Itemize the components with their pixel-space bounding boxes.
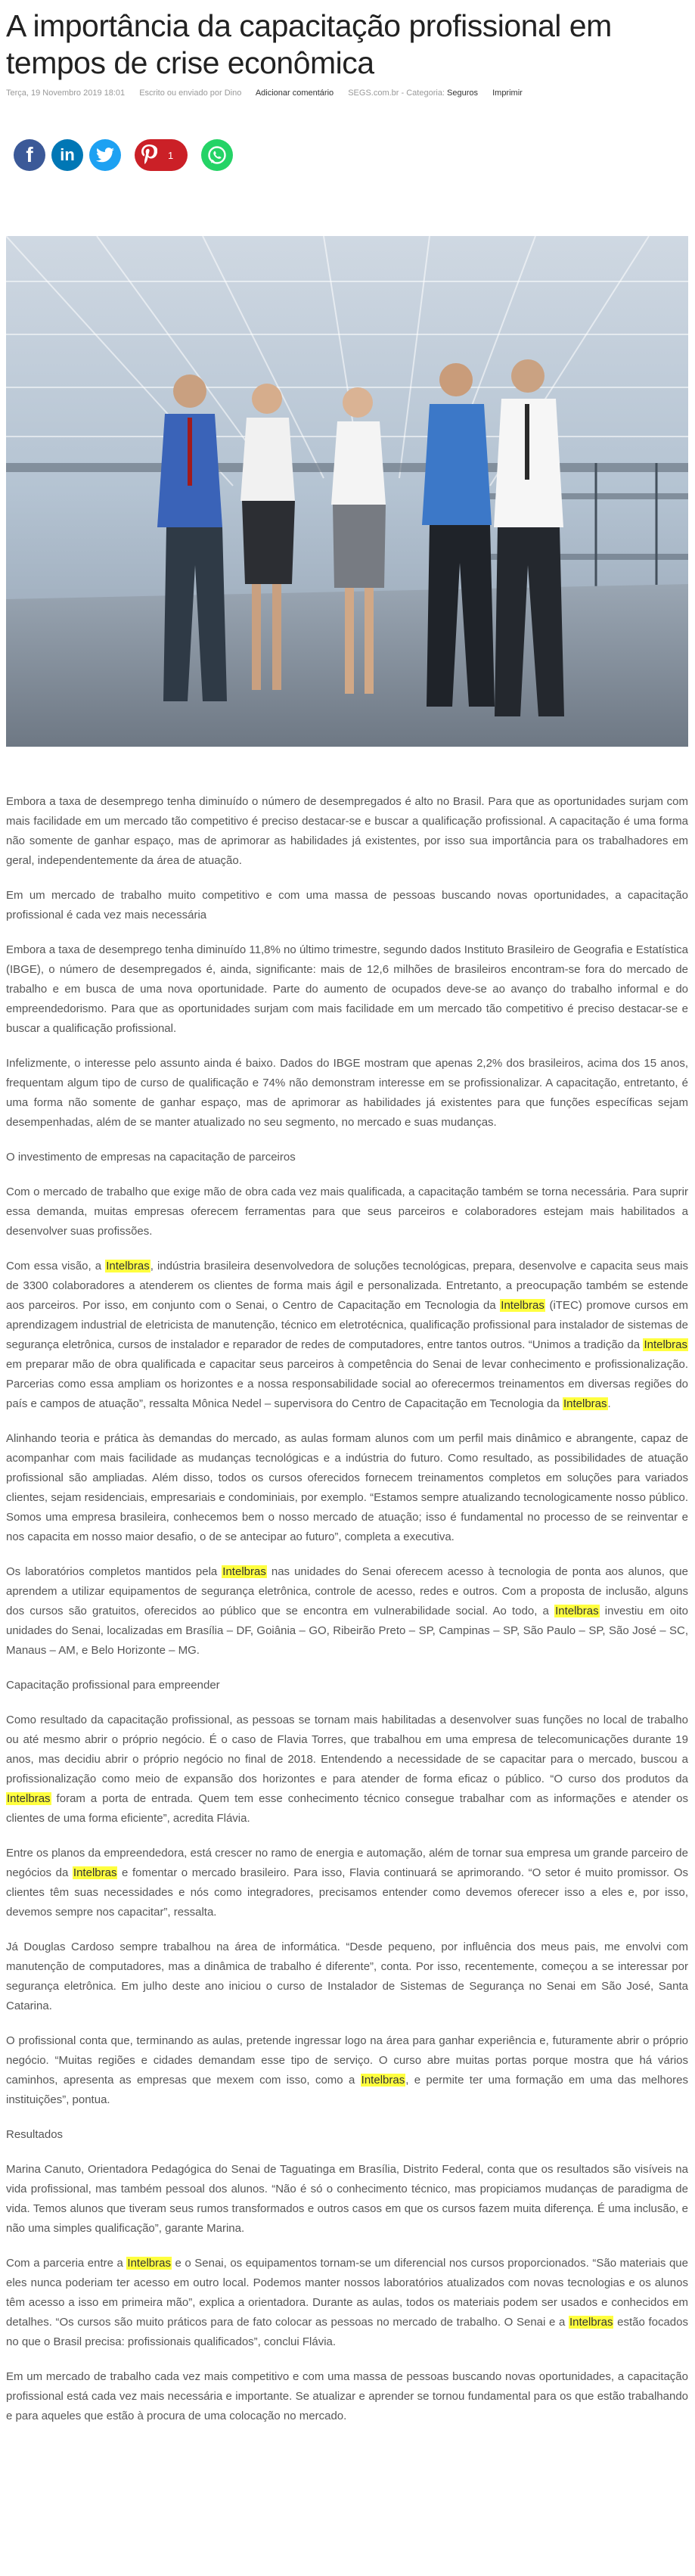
business-people-photo [6, 236, 688, 747]
author: Escrito ou enviado por Dino [139, 89, 242, 98]
share-bar [6, 139, 694, 177]
highlighted-keyword: Intelbras [563, 1397, 607, 1410]
paragraph: Com essa visão, a Intelbras, indústria brasileira desenvolvedora de soluções tecnológicas, prepara, desenvolve e capacita seus mais de 3300 colaboradores a atenderem os clientes de forma mais ágil e personalizada. Entretanto, a preocupação também se estende aos parceiros. Por isso, em conjunto com o Senai, o Centro de Capacitação em Tecnologia da Intelbras (iTEC) promove cursos em aprendizagem industrial de eletricista de manutenção, técnico em eletrotécnica, qualificação profissional para instalador de sistemas de segurança eletrônica, cursos de instalador e reparador de redes de computadores, entre tantos outros. “Unimos a tradição da Intelbras em preparar mão de obra qualificada e capacitar seus parceiros à competência do Senai de levar conhecimento e profissionalização. Parcerias como essa ampliam os horizontes e a nossa responsabilidade social ao oferecermos treinamentos em diversas regiões do país e campos de atuação”, ressalta Mônica Nedel – supervisora do Centro de Capacitação em Tecnologia da Intelbras. [6, 1260, 688, 1410]
whatsapp-share-button[interactable] [201, 139, 233, 171]
highlighted-keyword: Intelbras [569, 2316, 613, 2329]
linkedin-icon: in [60, 145, 75, 164]
whatsapp-icon [206, 144, 228, 166]
highlighted-keyword: Intelbras [73, 1866, 117, 1879]
highlighted-keyword: Intelbras [501, 1299, 545, 1312]
facebook-icon: f [26, 143, 33, 166]
article-body [6, 792, 688, 2426]
print-link[interactable]: Imprimir [492, 89, 523, 98]
highlighted-keyword: Intelbras [106, 1260, 150, 1272]
paragraph: Entre os planos da empreendedora, está crescer no ramo de energia e automação, além de tornar sua empresa um grande parceiro de negócios da Intelbras e fomentar o mercado brasileiro. Para isso, Flavia continuará se aprimorando. “O setor é muito promissor. Os clientes têm suas necessidades e nós como integradores, precisamos entender como devemos oferecer isso a eles e, por isso, devemos sempre nos capacitar”, ressalta. [6, 1847, 688, 1919]
section-heading: Capacitação profissional para empreender [6, 1679, 220, 1692]
pinterest-count: 1 [168, 149, 174, 161]
article-meta [6, 86, 694, 100]
twitter-share-button[interactable] [89, 139, 121, 171]
paragraph: Alinhando teoria e prática às demandas do mercado, as aulas formam alunos com um perfil mais dinâmico e abrangente, capaz de acompanhar com mais facilidade as mudanças tecnológicas e a indústria do futuro. Como resultado, as possibilidades de atuação profissional são ampliadas. Além disso, todos os cursos oferecidos fornecem treinamentos completos em soluções para variados clientes, sejam residenciais, empresariais e condominiais, por exemplo. “Estamos sempre atualizando tecnologicamente nosso público. Somos uma empresa brasileira, conhecemos bem o nosso mercado de atuação; isso é fundamental no processo de se reinventar e nos capacita em nosso maior desafio, o de se antecipar ao futuro”, completa a executiva. [6, 1432, 688, 1543]
highlighted-keyword: Intelbras [555, 1605, 599, 1617]
paragraph: Em um mercado de trabalho muito competitivo e com uma massa de pessoas buscando novas oportunidades, a capacitação profissional é cada vez mais necessária [6, 889, 688, 921]
paragraph: Embora a taxa de desemprego tenha diminuído 11,8% no último trimestre, segundo dados Instituto Brasileiro de Geografia e Estatística (IBGE), o número de desempregados é, ainda, significante: mais de 12,6 milhões de brasileiros encontram-se fora do mercado de trabalho e em busca de uma nova oportunidade. Parte do aumento de ocupados deve-se ao avanço do trabalho informal e do empreendedorismo. Para que as oportunidades surjam com mais facilidade em um mercado tão competitivo é preciso destacar-se e buscar a qualificação profissional. [6, 943, 688, 1035]
facebook-share-button[interactable] [14, 139, 45, 171]
section-heading: O investimento de empresas na capacitação de parceiros [6, 1151, 296, 1164]
paragraph: Embora a taxa de desemprego tenha diminuído o número de desempregados é alto no Brasil. Para que as oportunidades surjam com mais facilidade em um mercado tão competitivo é preciso destacar-se e buscar a qualificação profissional. A capacitação é uma forma não somente de ganhar espaço, mas de aprimorar as habilidades já existentes, por isso sua importância para os trabalhadores em geral, independentemente da área de atuação. [6, 795, 688, 867]
hero-image [6, 236, 688, 747]
twitter-icon [96, 148, 114, 163]
pinterest-icon [141, 144, 157, 166]
highlighted-keyword: Intelbras [222, 1565, 266, 1578]
paragraph: Marina Canuto, Orientadora Pedagógica do Senai de Taguatinga em Brasília, Distrito Federal, conta que os resultados são visíveis na vida profissional, mas também pessoal dos alunos. “Não é só o conhecimento técnico, mas propiciamos mudanças de paradigma de vida. Temos alunos que tiveram seus rumos transformados e outros casos em que os cursos fazem muita diferença. É uma inclusão, e não uma simples qualificação”, garante Marina. [6, 2163, 688, 2235]
paragraph: Com o mercado de trabalho que exige mão de obra cada vez mais qualificada, a capacitação também se torna necessária. Para suprir essa demanda, muitas empresas oferecem ferramentas para que seus parceiros e colaboradores estejam mais habilitados a desenvolver suas profissões. [6, 1185, 688, 1238]
paragraph: Os laboratórios completos mantidos pela Intelbras nas unidades do Senai oferecem acesso à tecnologia de ponta aos alunos, que aprendem a utilizar equipamentos de segurança eletrônica, controle de acesso, redes e outros. Com a proposta de inclusão, alguns dos cursos são gratuitos, oferecidos ao público que se encontra em vulnerabilidade social. Ao todo, a Intelbras investiu em oito unidades do Senai, localizadas em Brasília – DF, Goiânia – GO, Ribeirão Preto – SP, Campinas – SP, São Paulo – SP, São José – SC, Manaus – AM, e Belo Horizonte – MG. [6, 1565, 688, 1657]
paragraph: Como resultado da capacitação profissional, as pessoas se tornam mais habilitadas a desenvolver suas funções no local de trabalho ou até mesmo abrir o próprio negócio. É o caso de Flavia Torres, que trabalhou em uma empresa de telecomunicações durante 19 anos, mas decidiu abrir o próprio negócio no final de 2018. Entendendo a necessidade de se capacitar para o mercado, buscou a profissionalização como meio de expansão dos horizontes e para atender de forma eficaz o público. “O curso dos produtos da Intelbras foram a porta de entrada. Quem tem esse conhecimento técnico consegue trabalhar com as informações e atender os clientes de uma forma eficiente”, acredita Flávia. [6, 1714, 688, 1825]
page-title: A importância da capacitação profissional em tempos de crise econômica [6, 8, 612, 80]
linkedin-share-button[interactable] [51, 139, 83, 171]
highlighted-keyword: Intelbras [127, 2257, 171, 2270]
site-category-prefix: SEGS.com.br - Categoria: [348, 89, 448, 98]
paragraph: O profissional conta que, terminando as aulas, pretende ingressar logo na área para ganhar experiência e, futuramente abrir o próprio negócio. “Muitas regiões e cidades demandam esse tipo de serviço. O curso abre muitas portas porque mostra que há vários caminhos, apresenta as empresas que mexem com isso, como a Intelbras, e permite ter uma formação em uma das melhores instituições”, pontua. [6, 2034, 688, 2106]
date: Terça, 19 Novembro 2019 18:01 [6, 89, 126, 98]
paragraph: Com a parceria entre a Intelbras e o Senai, os equipamentos tornam-se um diferencial nos cursos proporcionados. “São materiais que eles nunca poderiam ter acesso em outro local. Podemos manter nossos laboratórios atualizados com novas tecnologias e os alunos têm acesso a isso em primeira mão”, explica a orientadora. Durante as aulas, todos os materiais podem ser usados e conhecidos em detalhes. “Os cursos são muito práticos para de fato colocar as pessoas no mercado de trabalho. O Senai e a Intelbras estão focados no que o Brasil precisa: profissionais qualificados”, conclui Flávia. [6, 2257, 688, 2348]
highlighted-keyword: Intelbras [361, 2074, 405, 2087]
category-link[interactable]: Seguros [447, 89, 479, 98]
pinterest-share-button[interactable] [135, 139, 188, 171]
add-comment-link[interactable]: Adicionar comentário [255, 89, 334, 98]
paragraph: Em um mercado de trabalho cada vez mais competitivo e com uma massa de pessoas buscando novas oportunidades, a capacitação profissional está cada vez mais necessária e importante. Se atualizar e aprender se tornou fundamental para os que estão trabalhando e para aqueles que estão à procura de uma colocação no mercado. [6, 2370, 688, 2422]
paragraph: Infelizmente, o interesse pelo assunto ainda é baixo. Dados do IBGE mostram que apenas 2,2% dos brasileiros, acima dos 15 anos, frequentam algum tipo de curso de qualificação e 74% não demonstram interesse em se profissionalizar. A capacitação, entretanto, é uma forma não somente de ganhar espaço, mas de aprimorar as habilidades já existentes para que funções específicas sejam desempenhadas, além de se manter atualizado no seu segmento, no mercado e suas mudanças. [6, 1057, 688, 1129]
article [6, 0, 694, 2441]
highlighted-keyword: Intelbras [644, 1338, 687, 1351]
section-heading: Resultados [6, 2128, 64, 2141]
paragraph: Já Douglas Cardoso sempre trabalhou na área de informática. “Desde pequeno, por influência dos meus pais, me envolvi com manutenção de computadores, mas a dinâmica de trabalho é diferente”, conta. Por isso, recentemente, começou a se interessar por segurança eletrônica. Em julho deste ano iniciou o curso de Instalador de Sistemas de Segurança no Senai em São José, Santa Catarina. [6, 1941, 688, 2012]
highlighted-keyword: Intelbras [7, 1792, 51, 1805]
